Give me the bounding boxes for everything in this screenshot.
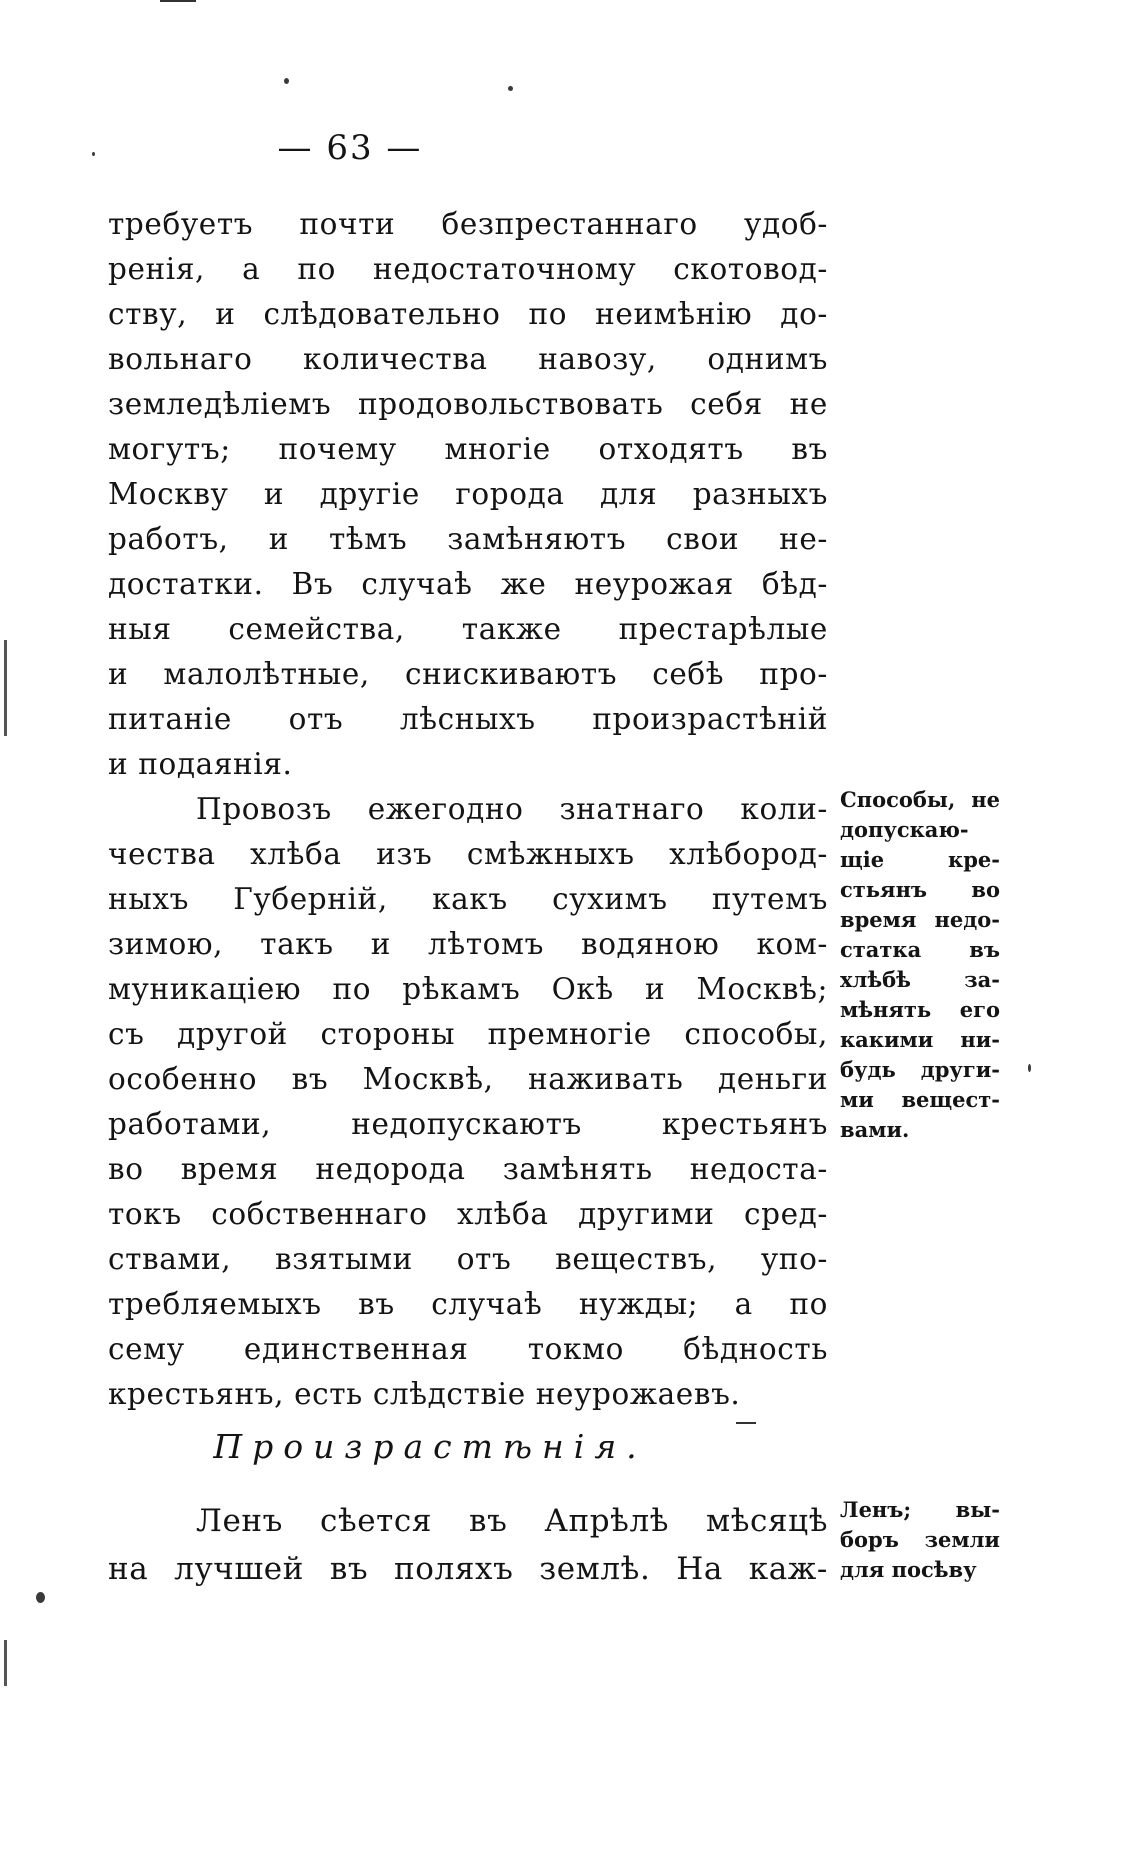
text-line: чества хлѣба изъ смѣжныхъ хлѣбород- [108, 837, 828, 871]
text-line: питаніе отъ лѣсныхъ произрастѣній [108, 702, 828, 736]
scan-speck [92, 152, 95, 156]
margin-line: какими ни- [840, 1027, 1000, 1052]
text-line: муникаціею по рѣкамъ Окѣ и Москвѣ; [108, 972, 828, 1006]
text-line: и подаянія. [108, 747, 293, 781]
text-line: достатки. Въ случаѣ же неурожая бѣд- [108, 567, 828, 601]
page-number: — 63 — [277, 128, 423, 168]
paragraph-3 [108, 1497, 828, 1593]
text-line: ству, и слѣдовательно по неимѣнію до- [108, 297, 828, 331]
text-line: крестьянъ, есть слѣдствіе неурожаевъ. [108, 1377, 741, 1411]
margin-line: для посѣву [840, 1557, 977, 1582]
scan-dash [736, 1422, 756, 1424]
margin-line: ми вещест- [840, 1087, 1000, 1112]
text-line: во время недорода замѣнять недоста- [108, 1152, 828, 1186]
margin-line: боръ земли [840, 1527, 1000, 1552]
scan-speck [284, 78, 289, 84]
margin-line: мѣнять его [840, 997, 1000, 1022]
text-line: зимою, такъ и лѣтомъ водяною ком- [108, 927, 828, 961]
text-line: Москву и другіе города для разныхъ [108, 477, 828, 511]
scan-edge-mark [4, 640, 7, 736]
paragraph-2 [108, 787, 828, 1417]
text-line: сему единственная токмо бѣдность [108, 1332, 828, 1366]
text-line: на лучшей въ поляхъ землѣ. На каж- [108, 1551, 828, 1587]
margin-note-1 [840, 785, 1000, 1145]
margin-line: щіе кре- [840, 847, 1000, 872]
margin-line: Ленъ; вы- [840, 1497, 1000, 1522]
scan-speck [36, 1592, 45, 1603]
margin-line: время недо- [840, 907, 1000, 932]
text-line: ствами, взятыми отъ веществъ, упо- [108, 1242, 828, 1276]
text-line: и малолѣтные, снискиваютъ себѣ про- [108, 657, 828, 691]
text-line: токъ собственнаго хлѣба другими сред- [108, 1197, 828, 1231]
text-line: работами, недопускаютъ крестьянъ [108, 1107, 828, 1141]
text-line: ныя семейства, также престарѣлые [108, 612, 828, 646]
text-line: особенно въ Москвѣ, наживать деньги [108, 1062, 828, 1096]
margin-line: стьянъ во [840, 877, 1000, 902]
scan-edge-mark [4, 1640, 7, 1686]
text-line: ренія, а по недостаточному скотовод- [108, 252, 828, 286]
margin-line: хлѣбѣ за- [840, 967, 1000, 992]
text-line: требуетъ почти безпрестаннаго удоб- [108, 207, 828, 241]
margin-line: вами. [840, 1117, 910, 1142]
scan-speck [1028, 1064, 1031, 1072]
scan-speck [508, 86, 513, 91]
margin-line: допускаю- [840, 817, 969, 842]
text-line: требляемыхъ въ случаѣ нужды; а по [108, 1287, 828, 1321]
text-line: могутъ; почему многіе отходятъ въ [108, 432, 828, 466]
text-line: работъ, и тѣмъ замѣняютъ свои не- [108, 522, 828, 556]
scan-dash [160, 0, 196, 2]
text-line: ныхъ Губерній, какъ сухимъ путемъ [108, 882, 828, 916]
text-line: земледѣліемъ продовольствовать себя не [108, 387, 828, 421]
section-heading: Произрастѣнія. [213, 1427, 647, 1466]
margin-line: статка въ [840, 937, 1000, 962]
text-line: Ленъ сѣется въ Апрѣлѣ мѣсяцѣ [196, 1503, 828, 1539]
paragraph-1 [108, 202, 828, 787]
text-line: вольнаго количества навозу, однимъ [108, 342, 828, 376]
margin-line: будь други- [840, 1057, 1000, 1082]
margin-note-2 [840, 1495, 1000, 1585]
text-line: съ другой стороны премногіе способы, [108, 1017, 828, 1051]
text-line: Провозъ ежегодно знатнаго коли- [196, 792, 828, 826]
margin-line: Способы, не [840, 787, 1000, 812]
